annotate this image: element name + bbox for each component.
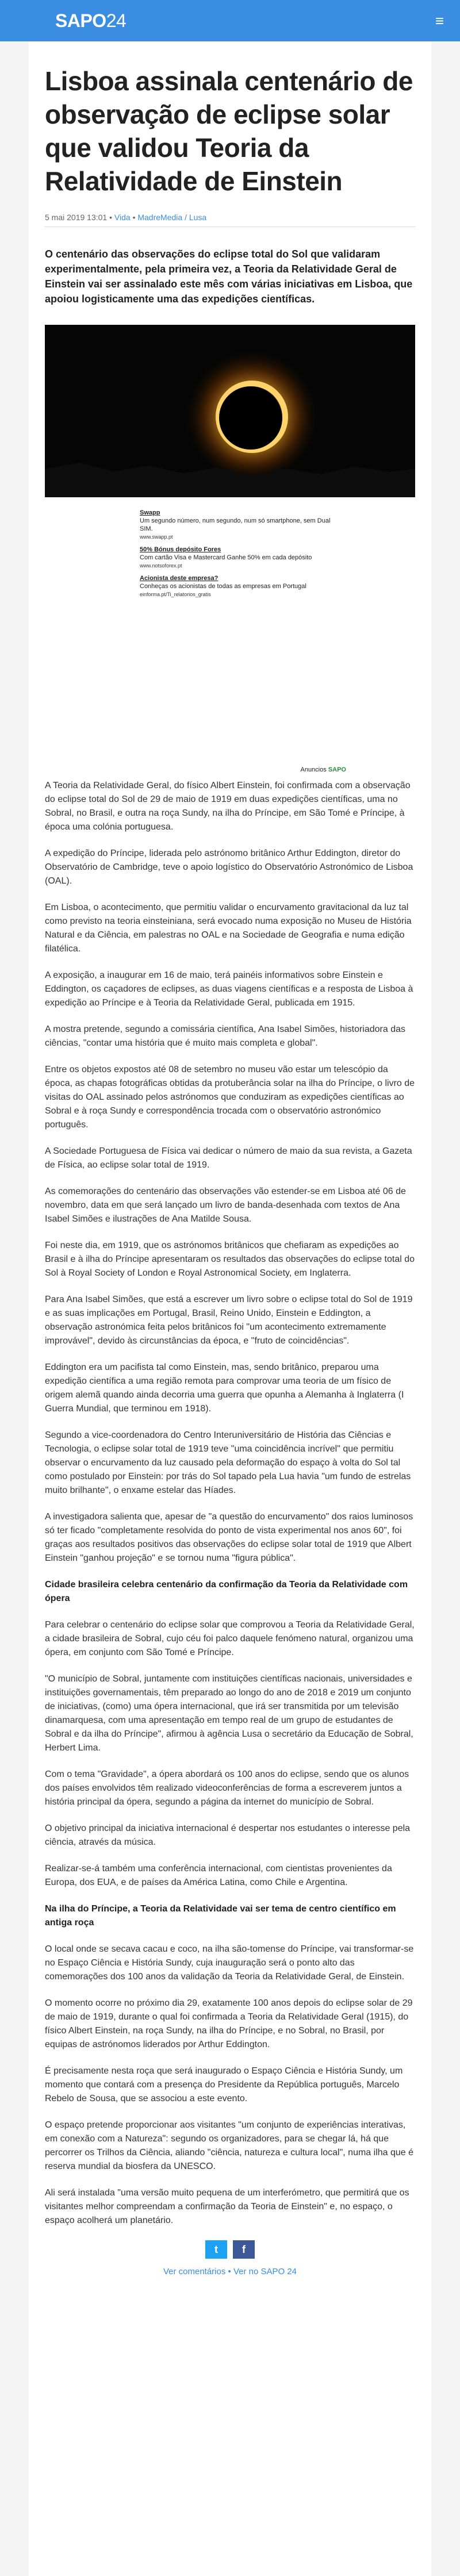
- ad-item[interactable]: [140, 546, 341, 570]
- ad-desc: Com cartão Visa e Mastercard Ganhe 50% em cada depósito: [140, 554, 312, 561]
- ad-desc: Um segundo número, num segundo, num só smartphone, sem Dual SIM.: [140, 517, 331, 532]
- eclipse-photo: [45, 325, 415, 497]
- paragraph: O objetivo principal da iniciativa internacional é despertar nos estudantes o interesse pela ciência, através da música.: [45, 1823, 411, 1847]
- paragraph: Realizar-se-á também uma conferência internacional, com cientistas provenientes da Europa, dos EUA, e de países da América Latina, como Chile e Argentina.: [45, 1864, 392, 1887]
- ad-title: 50% Bónus depósito Fores: [140, 546, 221, 553]
- paragraph: Ali será instalada "uma versão muito pequena de um interferómetro, que permitirá que os visitantes melhor compreendam a confirmação da Teoria de Einstein" e, no espaço, o espaço acolherá um planetário.: [45, 2188, 409, 2225]
- ad-desc: Conheças os acionistas de todas as empresas em Portugal: [140, 583, 306, 590]
- article-page: [29, 41, 431, 2576]
- paragraph: "O município de Sobral, juntamente com instituições científicas nacionais, universidades e instituições governamentais, têm preparado ao longo do ano de 2018 e 2019 um conjunto de iniciativas, (como) uma ópera internacional, que irá ser transmitida por um televisão dinamarquesa, com uma apresentação em tempo real de um grupo de estudantes de Sobral e da ilha do Príncipe", afirmou à agência Lusa o secretário da Educação de Sobral, Herbert Lima.: [45, 1674, 413, 1753]
- comments-link[interactable]: Ver comentários: [163, 2267, 226, 2276]
- paragraph: Eddington era um pacifista tal como Einstein, mas, sendo britânico, preparou uma expedição científica a uma região remota para comprovar uma teoria de um físico de origem alemã quando ainda decorria uma guerra que opunha a Alemanha à Inglaterra (I Guerra Mundial, que terminou em 1918).: [45, 1362, 404, 1414]
- sapo24-link[interactable]: Ver no SAPO 24: [233, 2267, 297, 2276]
- ads-label-text: Anuncios: [300, 766, 327, 773]
- ad-url: einforma.pt/Ti_relatorios_gratis: [140, 592, 211, 597]
- ad-box: [45, 497, 415, 779]
- paragraph: Foi neste dia, em 1919, que os astrónomos britânicos que chefiaram as expedições ao Brasil e à ilha do Príncipe apresentaram os resultados das observações do eclipse total do Sol à Royal Society of London e Royal Astronomical Society, em Inglaterra.: [45, 1241, 415, 1278]
- paragraph: Com o tema "Gravidade", a ópera abordará os 100 anos do eclipse, sendo que os alunos dos países envolvidos têm realizado videoconferências de forma a escreverem juntos a história principal da ópera, segundo a página da internet do município de Sobral.: [45, 1769, 409, 1807]
- ad-list: [140, 509, 341, 598]
- share-buttons: [45, 2240, 415, 2259]
- article-lead: O centenário das observações do eclipse total do Sol que validaram experimentalmente, pela primeira vez, a Teoria da Relatividade Geral de Einstein vai ser assinalado este mês com várias iniciativas em Lisboa, que apoiou logisticamente uma das expedições científicas.: [45, 248, 413, 305]
- paragraph: A investigadora salienta que, apesar de "a questão do encurvamento" dos raios luminosos só ter ficado "completamente resolvida do ponto de vista experimental nos anos 60", foi graças aos resultados positivos das observações do eclipse solar total de 1919 que Albert Einstein "ganhou projeção" e se tornou numa "figura pública".: [45, 1512, 413, 1563]
- paragraph: Para Ana Isabel Simões, que está a escrever um livro sobre o eclipse total do Sol de 1919 e as suas implicações em Portugal, Brasil, Reino Unido, Einstein e Eddington, a observação astronómica feita pelos britânicos foi "um acontecimento extremamente improvável", devido às circunstâncias da época, e "fruto de coincidências".: [45, 1295, 413, 1346]
- logo-text: SAPO: [55, 10, 106, 31]
- section-heading: Na ilha do Príncipe, a Teoria da Relatividade vai ser tema de centro científico em antiga roça: [45, 1904, 396, 1928]
- paragraph: Entre os objetos expostos até 08 de setembro no museu vão estar um telescópio da época, as chapas fotográficas obtidas da protuberância solar na ilha do Príncipe, o livro de visitas do OAL assinado pelos astrónomos que conduziram as expedições científicas ao Sobral e à roça Sundy e correspondência trocada com o observatório astronómico português.: [45, 1065, 415, 1130]
- article-body: [45, 779, 415, 2228]
- sapo24-logo[interactable]: [55, 10, 126, 32]
- paragraph: A expedição do Príncipe, liderada pelo astrónomo britânico Arthur Eddington, diretor do Observatório de Cambridge, teve o apoio logístico do Observatório Astronómico de Lisboa (OAL).: [45, 849, 413, 886]
- section-link[interactable]: Vida: [114, 213, 131, 222]
- paragraph: É precisamente nesta roça que será inaugurado o Espaço Ciência e História Sundy, um momento que contará com a presença do Presidente da República português, Marcelo Rebelo de Sousa, que se associou a este evento.: [45, 2066, 403, 2103]
- section-heading: Cidade brasileira celebra centenário da confirmação da Teoria da Relatividade com ópera: [45, 1580, 408, 1603]
- meta-separator: •: [109, 213, 112, 222]
- paragraph: Segundo a vice-coordenadora do Centro Interuniversitário de História das Ciências e Tecnologia, o eclipse solar total de 1919 teve "uma coincidência incrível" que permitiu observar o encurvamento da luz causado pela deformação do espaço à volta do Sol tal como postulado por Einstein: por trás do Sol tapado pela Lua havia "um fundo de estrelas muito brilhante", o enxame estelar das Híades.: [45, 1430, 411, 1495]
- top-bar: [0, 0, 460, 41]
- ad-item[interactable]: [140, 574, 341, 598]
- paragraph: As comemorações do centenário das observações vão estender-se em Lisboa até 06 de novembro, data em que será lançado um livro de banda-desenhada com textos de Ana Isabel Simões e ilustrações de Ana Matilde Sousa.: [45, 1187, 406, 1224]
- paragraph: A exposição, a inaugurar em 16 de maio, terá painéis informativos sobre Einstein e Eddington, os caçadores de eclipses, as duas viagens científicas e a resposta de Lisboa à expedição ao Príncipe e à Teoria da Relatividade Geral, publicada em 1915.: [45, 970, 413, 1008]
- ads-brand: SAPO: [328, 766, 346, 773]
- article-meta: [45, 213, 415, 227]
- ad-url: www.notsoforex.pt: [140, 563, 182, 569]
- paragraph: A mostra pretende, segundo a comissária científica, Ana Isabel Simões, historiadora das ciências, "contar uma história que é muito mais completa e global".: [45, 1024, 406, 1048]
- meta-separator: •: [132, 213, 136, 222]
- ads-label: [300, 766, 346, 773]
- eclipse-image: [45, 325, 415, 497]
- paragraph: O local onde se secava cacau e coco, na ilha são-tomense do Príncipe, vai transformar-se no Espaço Ciência e História Sundy, cuja inauguração será o ponto alto das comemorações dos 100 anos da validação da Teoria da Relatividade Geral, de Einstein.: [45, 1944, 414, 1982]
- ad-url: www.swapp.pt: [140, 534, 173, 540]
- ad-title: Swapp: [140, 509, 160, 516]
- ad-title: Acionista deste empresa?: [140, 575, 218, 582]
- paragraph: A Sociedade Portuguesa de Física vai dedicar o número de maio da sua revista, a Gazeta de Física, ao eclipse solar total de 1919.: [45, 1146, 412, 1170]
- menu-icon[interactable]: ≡: [435, 11, 444, 29]
- paragraph: Em Lisboa, o acontecimento, que permitiu validar o encurvamento gravitacional da luz tal como previsto na teoria einsteiniana, será evocado numa exposição no Museu de História Natural e da Ciência, em palestras no OAL e na Sociedade de Geografia e numa edição filatélica.: [45, 903, 412, 954]
- source-link[interactable]: MadreMedia / Lusa: [137, 213, 207, 222]
- paragraph: A Teoria da Relatividade Geral, do físico Albert Einstein, foi confirmada com a observação do eclipse total do Sol de 29 de maio de 1919 em duas expedições científicas, uma no Sobral, no Brasil, e outra na roça Sundy, na ilha do Príncipe, em São Tomé e Príncipe, à época uma colónia portuguesa.: [45, 781, 411, 832]
- paragraph: O espaço pretende proporcionar aos visitantes "um conjunto de experiências interativas, em conexão com a Natureza": segundo os organizadores, para se chegar lá, há que percorrer os Trilhos da Ciência, aliando "ciência, natureza e cultura local", numa ilha que é reserva mundial da biosfera da UNESCO.: [45, 2120, 414, 2171]
- paragraph: Para celebrar o centenário do eclipse solar que comprovou a Teoria da Relatividade Geral, a cidade brasileira de Sobral, cujo céu foi palco daquele fenómeno natural, organizou uma ópera, em conjunto com São Tomé e Príncipe.: [45, 1620, 415, 1657]
- article-date: 5 mai 2019 13:01: [45, 213, 108, 222]
- ad-item[interactable]: [140, 509, 341, 541]
- paragraph: O momento ocorre no próximo dia 29, exatamente 100 anos depois do eclipse solar de 29 de maio de 1919, durante o qual foi confirmada a Teoria da Relatividade Geral (1915), do físico Albert Einstein, na roça Sundy, na ilha do Príncipe, e no Sobral, no Brasil, por equipas de astrónomos liderados por Arthur Eddington.: [45, 1998, 413, 2049]
- footer-separator: •: [228, 2267, 231, 2276]
- twitter-share-button[interactable]: t: [205, 2240, 227, 2259]
- logo-number: 24: [106, 10, 126, 31]
- article-title: Lisboa assinala centenário de observação de eclipse solar que validou Teoria da Relatividade de Einstein: [45, 66, 413, 196]
- facebook-share-button[interactable]: f: [233, 2240, 255, 2259]
- footer-links: [45, 2267, 415, 2276]
